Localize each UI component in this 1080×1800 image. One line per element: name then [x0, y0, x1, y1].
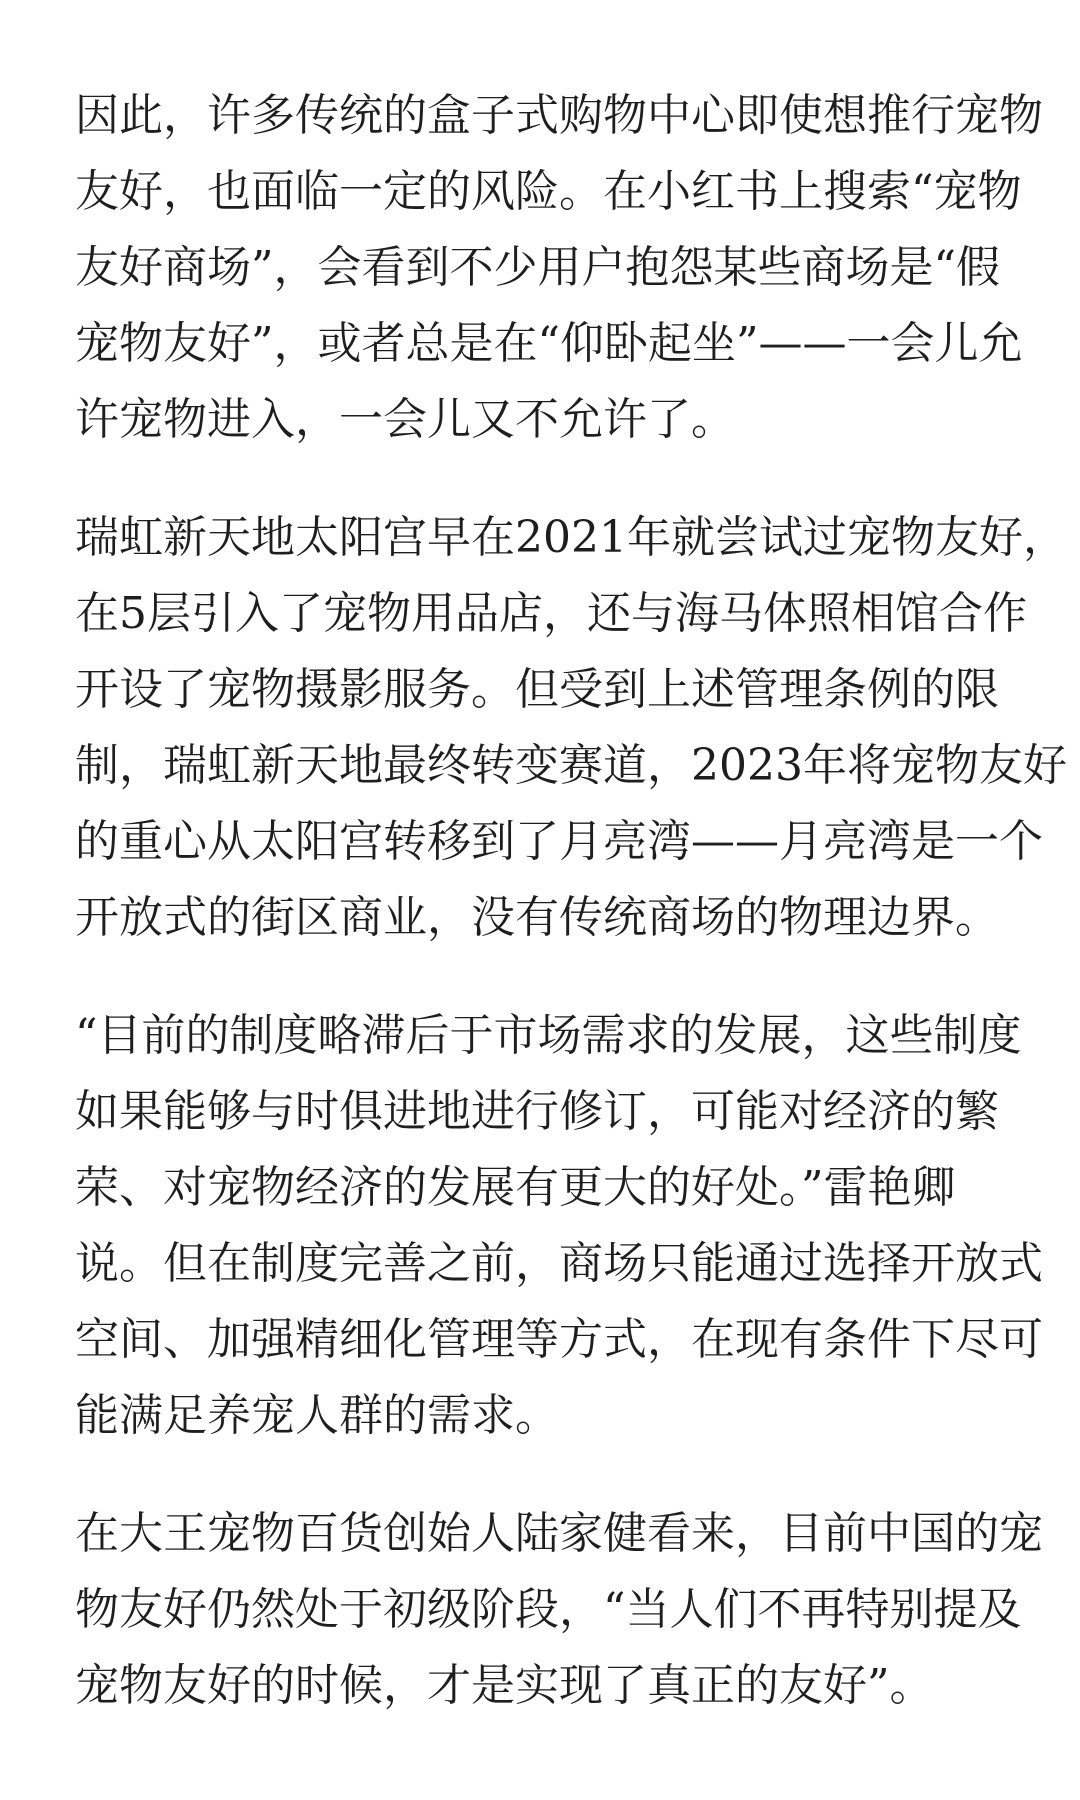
text-line: 宠物友好”，或者总是在“仰卧起坐”——一会儿允	[75, 318, 1023, 369]
paragraph-4	[75, 1496, 1043, 1724]
article-body	[75, 78, 1067, 1766]
text-line: 能满足养宠人群的需求。	[75, 1390, 559, 1441]
text-line: 因此，许多传统的盒子式购物中心即使想推行宠物	[75, 90, 1043, 141]
text-line: 许宠物进入，一会儿又不允许了。	[75, 394, 735, 445]
text-line: 友好，也面临一定的风险。在小红书上搜索“宠物	[75, 166, 1022, 217]
text-line: “目前的制度略滞后于市场需求的发展，这些制度	[75, 1010, 1022, 1061]
text-line: 在大王宠物百货创始人陆家健看来，目前中国的宠	[75, 1508, 1043, 1559]
text-line: 如果能够与时俱进地进行修订，可能对经济的繁	[75, 1086, 999, 1137]
text-line: 物友好仍然处于初级阶段，“当人们不再特别提及	[75, 1584, 1022, 1635]
text-line: 友好商场”，会看到不少用户抱怨某些商场是“假	[75, 242, 1000, 293]
text-line: 宠物友好的时候，才是实现了真正的友好”。	[75, 1660, 934, 1711]
text-line: 制，瑞虹新天地最终转变赛道，2023年将宠物友好	[75, 740, 1067, 791]
paragraph-3	[75, 998, 1043, 1454]
text-line: 开放式的街区商业，没有传统商场的物理边界。	[75, 892, 999, 943]
text-line: 说。但在制度完善之前，商场只能通过选择开放式	[75, 1238, 1043, 1289]
text-line: 荣、对宠物经济的发展有更大的好处。”雷艳卿	[75, 1162, 956, 1213]
text-line: 的重心从太阳宫转移到了月亮湾——月亮湾是一个	[75, 816, 1043, 867]
text-line: 开设了宠物摄影服务。但受到上述管理条例的限	[75, 664, 999, 715]
text-line: 在5层引入了宠物用品店，还与海马体照相馆合作	[75, 588, 1027, 639]
paragraph-1	[75, 78, 1043, 458]
paragraph-2	[75, 500, 1067, 956]
text-line: 瑞虹新天地太阳宫早在2021年就尝试过宠物友好，	[75, 512, 1067, 563]
text-line: 空间、加强精细化管理等方式，在现有条件下尽可	[75, 1314, 1043, 1365]
